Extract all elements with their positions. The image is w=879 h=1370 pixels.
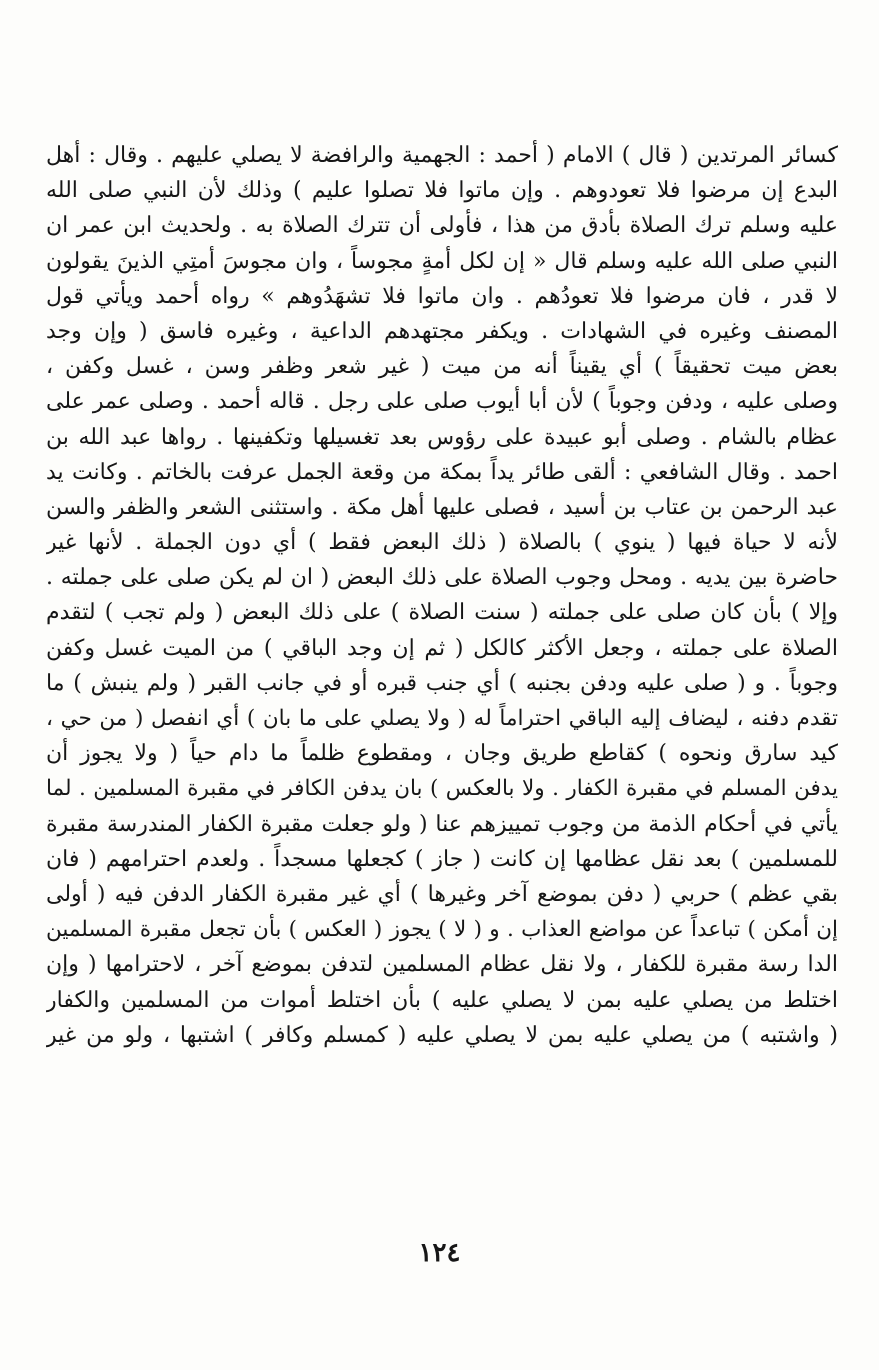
- text-line: لا قدر ، فان مرضوا فلا تعودُهم . وان ماتوا فلا تشهَدُوهم » رواه أحمد ويأتي قول: [46, 283, 838, 309]
- text-line: إن أمكن ) تباعداً عن مواضع العذاب . و ( لا ) يجوز ( العكس ) بأن تجعل مقبرة المسلمين: [46, 917, 838, 943]
- text-line: كيد سارق ونحوه ) كقاطع طريق وجان ، ومقطوع ظلماً ما دام حياً ( ولا يجوز أن: [46, 741, 838, 767]
- text-line: للمسلمين ) بعد نقل عظامها إن كانت ( جاز ) كجعلها مسجداً . ولعدم احترامهم ( فان: [46, 846, 838, 872]
- text-line: بقي عظم ) حربي ( دفن بموضع آخر وغيرها ) أي غير مقبرة الكفار الدفن فيه ( أولى: [46, 881, 838, 907]
- text-line: اختلط من يصلي عليه بمن لا يصلي عليه ) بأن اختلط أموات من المسلمين والكفار: [46, 987, 838, 1013]
- text-line: بعض ميت تحقيقاً ) أي يقيناً أنه من ميت ( غير شعر وظفر وسن ، غسل وكفن ،: [46, 354, 838, 380]
- text-line: عليه وسلم ترك الصلاة بأدق من هذا ، فأولى أن تترك الصلاة به . ولحديث ابن عمر ان: [46, 213, 838, 239]
- text-line: ( واشتبه ) من يصلي عليه بمن لا يصلي عليه ( كمسلم وكافر ) اشتبها ، ولو من غير: [46, 1022, 838, 1048]
- text-line: عظام بالشام . وصلى أبو عبيدة على رؤوس بعد تغسيلها وتكفينها . رواها عبد الله بن: [46, 424, 838, 450]
- text-line: كسائر المرتدين ( قال ) الامام ( أحمد : الجهمية والرافضة لا يصلي عليهم . وقال : أهل: [46, 143, 838, 168]
- page-number: ١٢٤: [418, 1238, 461, 1268]
- text-line: يدفن المسلم في مقبرة الكفار . ولا بالعكس ) بان يدفن الكافر في مقبرة المسلمين . لما: [46, 776, 838, 802]
- text-line: تقدم دفنه ، ليضاف إليه الباقي احتراماً له ( ولا يصلي على ما بان ) أي انفصل ( من حي ،: [46, 706, 838, 731]
- text-line: الصلاة على جملته ، وجعل الأكثر كالكل ( ثم إن وجد الباقي ) من الميت غسل وكفن: [46, 635, 838, 661]
- text-line: النبي صلى الله عليه وسلم قال « إن لكل أمةٍ مجوساً ، وان مجوسَ أمتِي الذينَ يقولون: [46, 248, 838, 274]
- text-line: احمد . وقال الشافعي : ألقى طائر يداً بمكة من وقعة الجمل عرفت بالخاتم . وكانت يد: [46, 459, 838, 485]
- text-line: حاضرة بين يديه . ومحل وجوب الصلاة على ذلك البعض ( ان لم يكن صلى على جملته .: [46, 565, 838, 591]
- text-line: وجوباً . و ( صلى عليه ودفن بجنبه ) أي جنب قبره أو في جانب القبر ( ولم ينبش ) ما: [46, 670, 838, 696]
- text-line: يأتي في أحكام الذمة من وجوب تمييزهم عنا ( ولو جعلت مقبرة الكفار المندرسة مقبرة: [46, 811, 838, 837]
- text-line: وإلا ) بأن كان صلى على جملته ( سنت الصلاة ) على ذلك البعض ( ولم تجب ) لتقدم: [46, 600, 838, 626]
- text-line: وصلى عليه ، ودفن وجوباً ) لأن أبا أيوب صلى على رجل . قاله أحمد . وصلى عمر على: [46, 389, 838, 415]
- text-line: لأنه لا حياة فيها ( ينوي ) بالصلاة ( ذلك البعض فقط ) أي دون الجملة . لأنها غير: [46, 530, 838, 556]
- text-line: المصنف وغيره في الشهادات . ويكفر مجتهدهم الداعية ، وغيره فاسق ( وإن وجد: [46, 318, 838, 344]
- text-line: البدع إن مرضوا فلا تعودوهم . وإن ماتوا فلا تصلوا عليم ) وذلك لأن النبي صلى الله: [46, 178, 838, 204]
- text-line: الدا رسة مقبرة للكفار ، ولا نقل عظام المسلمين لتدفن بموضع آخر ، لاحترامها ( وإن: [46, 952, 838, 978]
- text-line: عبد الرحمن بن عتاب بن أسيد ، فصلى عليها أهل مكة . واستثنى الشعر والظفر والسن: [46, 494, 838, 520]
- body-text: [46, 138, 838, 1053]
